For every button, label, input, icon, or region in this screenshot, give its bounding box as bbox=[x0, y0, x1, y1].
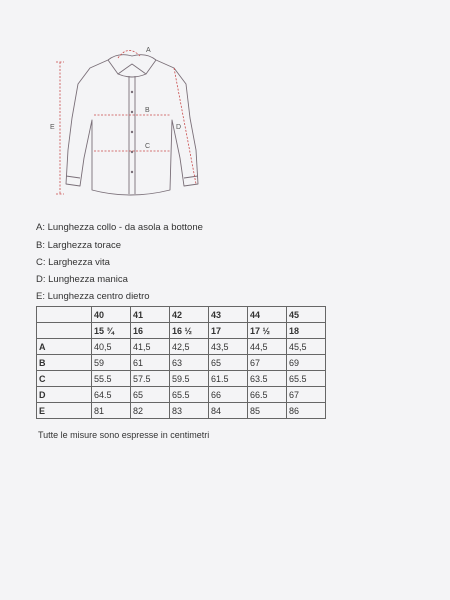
table-cell: 83 bbox=[170, 403, 209, 419]
measure-a-line bbox=[118, 50, 140, 58]
table-cell: 66 bbox=[209, 387, 248, 403]
table-cell: 59.5 bbox=[170, 371, 209, 387]
size-inch-cell: 15 ¾ bbox=[92, 323, 131, 339]
label-e: E bbox=[50, 124, 55, 131]
table-cell: 65.5 bbox=[287, 371, 326, 387]
table-cell: 55.5 bbox=[92, 371, 131, 387]
placket-buttons bbox=[131, 91, 133, 173]
size-inch-cell: 17 ½ bbox=[248, 323, 287, 339]
table-cell: 57.5 bbox=[131, 371, 170, 387]
corner-cell bbox=[37, 307, 92, 323]
table-cell: 86 bbox=[287, 403, 326, 419]
table-row-b bbox=[37, 355, 326, 371]
measurement-lines bbox=[56, 50, 196, 194]
header-row-inch-sizes bbox=[37, 323, 326, 339]
row-label: E bbox=[37, 403, 92, 419]
size-inch-cell: 18 bbox=[287, 323, 326, 339]
size-inch-cell: 16 bbox=[131, 323, 170, 339]
size-eu-cell: 41 bbox=[131, 307, 170, 323]
label-a: A bbox=[146, 47, 151, 54]
table-cell: 43,5 bbox=[209, 339, 248, 355]
size-inch-cell: 16 ½ bbox=[170, 323, 209, 339]
size-eu-cell: 40 bbox=[92, 307, 131, 323]
row-label: B bbox=[37, 355, 92, 371]
size-inch-cell: 17 bbox=[209, 323, 248, 339]
table-cell: 40,5 bbox=[92, 339, 131, 355]
corner-cell bbox=[37, 323, 92, 339]
table-cell: 61.5 bbox=[209, 371, 248, 387]
size-eu-cell: 42 bbox=[170, 307, 209, 323]
table-cell: 44,5 bbox=[248, 339, 287, 355]
table-cell: 63.5 bbox=[248, 371, 287, 387]
table-row-e bbox=[37, 403, 326, 419]
size-eu-cell: 45 bbox=[287, 307, 326, 323]
table-cell: 65.5 bbox=[170, 387, 209, 403]
header-row-eu-sizes bbox=[37, 307, 326, 323]
table-cell: 59 bbox=[92, 355, 131, 371]
size-eu-cell: 44 bbox=[248, 307, 287, 323]
legend-item-d: D: Lunghezza manica bbox=[36, 274, 128, 285]
table-cell: 85 bbox=[248, 403, 287, 419]
label-c: C bbox=[145, 143, 151, 150]
table-cell: 66.5 bbox=[248, 387, 287, 403]
legend-item-a: A: Lunghezza collo - da asola a bottone bbox=[36, 222, 203, 233]
label-b: B bbox=[145, 107, 150, 114]
legend-item-b: B: Larghezza torace bbox=[36, 240, 122, 251]
table-cell: 81 bbox=[92, 403, 131, 419]
size-table bbox=[36, 306, 326, 419]
table-cell: 42,5 bbox=[170, 339, 209, 355]
table-cell: 69 bbox=[287, 355, 326, 371]
table-row-c bbox=[37, 371, 326, 387]
table-row-a bbox=[37, 339, 326, 355]
label-d: D bbox=[176, 124, 182, 131]
table-cell: 63 bbox=[170, 355, 209, 371]
table-row-d bbox=[37, 387, 326, 403]
table-cell: 82 bbox=[131, 403, 170, 419]
shirt-measurement-diagram bbox=[40, 40, 220, 210]
legend-item-c: C: Larghezza vita bbox=[36, 257, 110, 268]
table-cell: 64.5 bbox=[92, 387, 131, 403]
footnote: Tutte le misure sono espresse in centimetri bbox=[38, 430, 210, 440]
size-eu-cell: 43 bbox=[209, 307, 248, 323]
row-label: A bbox=[37, 339, 92, 355]
table-cell: 65 bbox=[209, 355, 248, 371]
table-cell: 61 bbox=[131, 355, 170, 371]
row-label: D bbox=[37, 387, 92, 403]
table-cell: 67 bbox=[248, 355, 287, 371]
table-cell: 65 bbox=[131, 387, 170, 403]
legend-item-e: E: Lunghezza centro dietro bbox=[36, 291, 150, 302]
row-label: C bbox=[37, 371, 92, 387]
table-cell: 45,5 bbox=[287, 339, 326, 355]
table-cell: 41,5 bbox=[131, 339, 170, 355]
table-cell: 84 bbox=[209, 403, 248, 419]
table-cell: 67 bbox=[287, 387, 326, 403]
